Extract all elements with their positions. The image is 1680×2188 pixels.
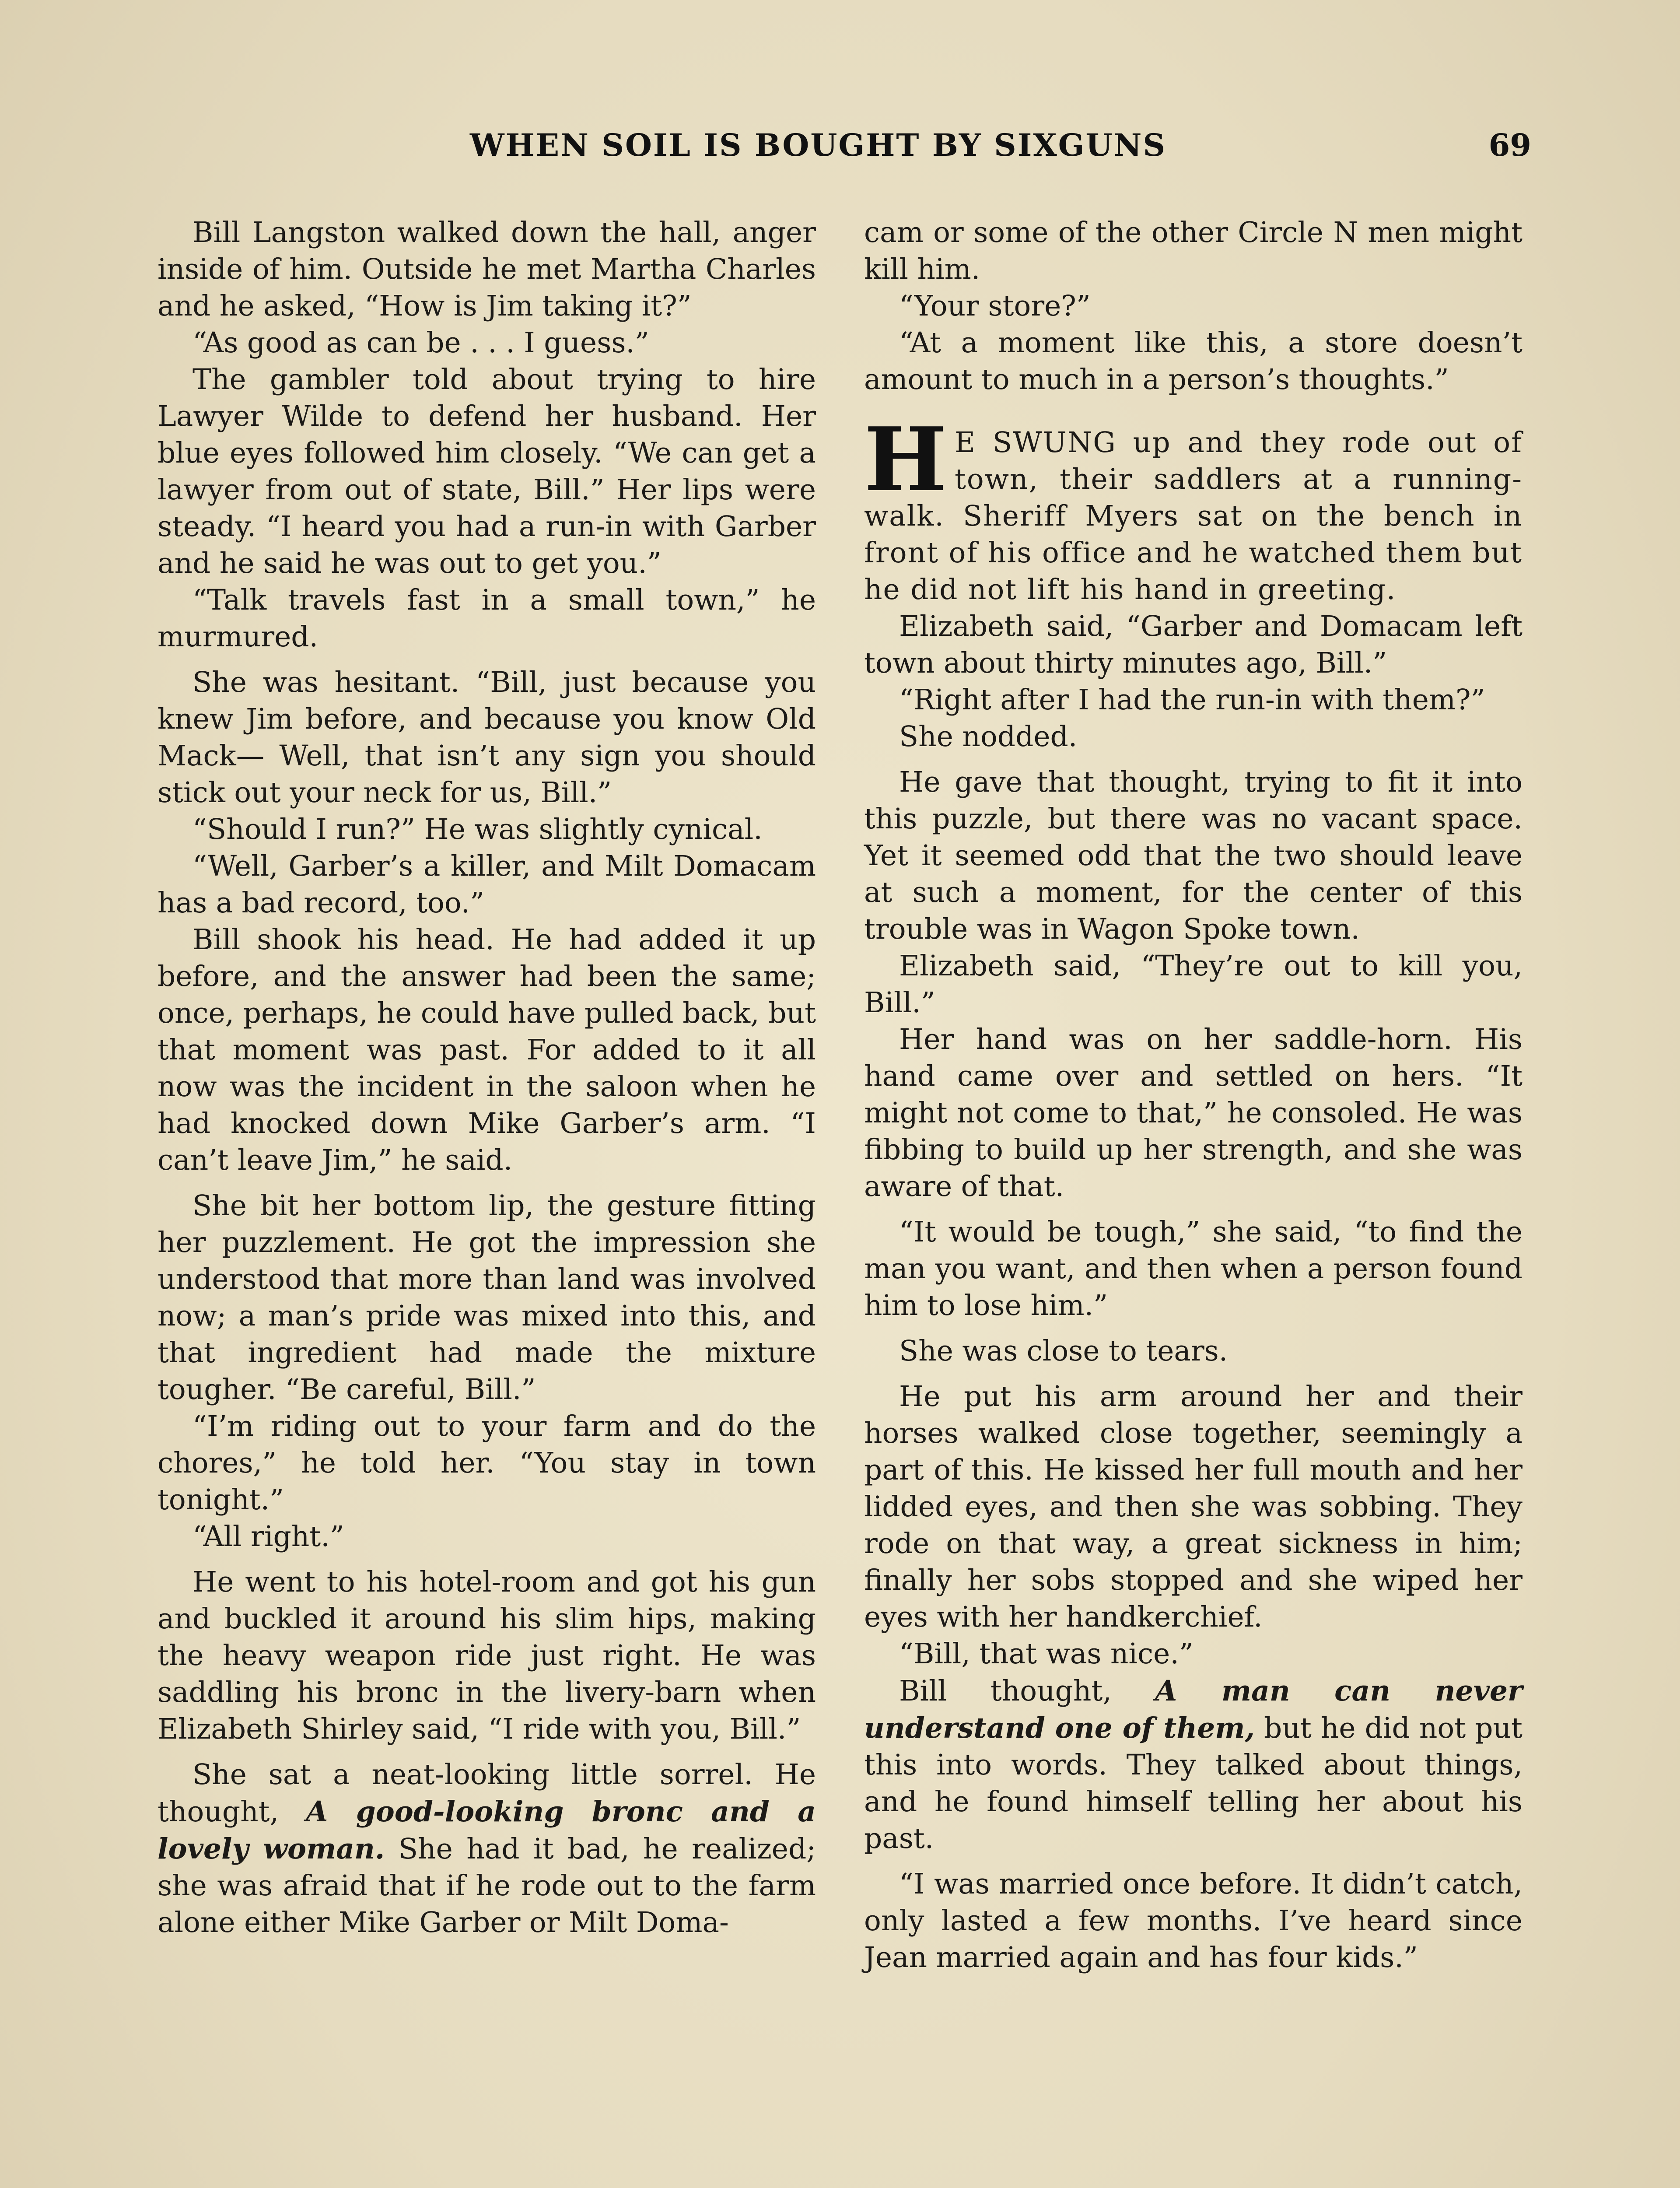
- section-opening-paragraph: [864, 408, 1522, 608]
- paragraph: “Your store?”: [899, 290, 1091, 323]
- paragraph: She was hesitant. “Bill, just because you knew Jim before, and because you know Old Mack— Well, that isn’t any sign you should stick out your neck for us, Bill.”: [158, 666, 816, 809]
- paragraph-text: She had it bad, he realized; she was afraid that if he rode out to the farm alone either Mike Garber or Milt Doma-: [158, 1833, 816, 1939]
- italic-thought: A good-looking bronc and a lovely woman.: [158, 1795, 816, 1865]
- paragraph: He went to his hotel-room and got his gun and buckled it around his slim hips, making the heavy weapon ride just right. He was saddling his bronc in the livery-barn when Elizabeth Shirley said, “I ride with you, Bill.”: [158, 1566, 816, 1746]
- page-number: 69: [1488, 127, 1531, 163]
- paragraph: “Should I run?” He was slightly cynical.: [192, 813, 763, 846]
- paragraph: “As good as can be . . . I guess.”: [192, 326, 649, 359]
- paragraph: She bit her bottom lip, the gesture fitting her puzzlement. He got the impression she understood that more than land was involved now; a man’s pride was mixed into this, and that ingredient had made the mixture tougher. “Be careful, Bill.”: [158, 1189, 816, 1406]
- paragraph: “All right.”: [192, 1520, 344, 1553]
- running-header: [158, 127, 1531, 179]
- paragraph: Elizabeth said, “They’re out to kill you, Bill.”: [864, 950, 1522, 1019]
- drop-cap: H: [864, 408, 947, 511]
- paragraph: [864, 1673, 1522, 1857]
- paragraph: “It would be tough,” she said, “to find the man you want, and then when a person found him to lose him.”: [864, 1216, 1522, 1322]
- paragraph: “Well, Garber’s a killer, and Milt Domacam has a bad record, too.”: [158, 850, 816, 919]
- paragraph: Elizabeth said, “Garber and Domacam left town about thirty minutes ago, Bill.”: [864, 610, 1522, 680]
- paragraph: Bill shook his head. He had added it up before, and the answer had been the same; once, perhaps, he could have pulled back, but that moment was past. For added to it all now was the incident in the saloon when he had knocked down Mike Garber’s arm. “I can’t leave Jim,” he said.: [158, 923, 816, 1177]
- paragraph: He gave that thought, trying to fit it into this puzzle, but there was no vacant space. Yet it seemed odd that the two should leave at such a moment, for the center of this trouble was in Wagon Spoke town.: [864, 766, 1522, 946]
- paragraph: He put his arm around her and their horses walked close together, seemingly a part of this. He kissed her full mouth and her lidded eyes, and then she was sobbing. They rode on that way, a great sickness in him; finally her sobs stopped and she wiped her eyes with her handkerchief.: [864, 1380, 1522, 1634]
- story-title: WHEN SOIL IS BOUGHT BY SIXGUNS: [469, 127, 1167, 163]
- paragraph: “At a moment like this, a store doesn’t amount to much in a person’s thoughts.”: [864, 326, 1522, 396]
- left-column: [158, 214, 816, 2188]
- paragraph: She nodded.: [899, 720, 1078, 753]
- paragraph: She was close to tears.: [899, 1335, 1228, 1368]
- paragraph-text: E SWUNG up and they rode out of town, their saddlers at a running-walk. Sheriff Myers sat on the bench in front of his office and he watched them but he did not lift his hand in greeting.: [864, 426, 1522, 606]
- paragraph: “I’m riding out to your farm and do the chores,” he told her. “You stay in town tonight.”: [158, 1410, 816, 1516]
- paragraph: Bill Langston walked down the hall, anger inside of him. Outside he met Martha Charles and he asked, “How is Jim taking it?”: [158, 216, 816, 323]
- paragraph: “Right after I had the run-in with them?”: [899, 684, 1485, 716]
- paragraph: The gambler told about trying to hire Lawyer Wilde to defend her husband. Her blue eyes followed him closely. “We can get a lawyer from out of state, Bill.” Her lips were steady. “I heard you had a run-in with Garber and he said he was out to get you.”: [158, 363, 816, 580]
- paragraph: cam or some of the other Circle N men might kill him.: [864, 216, 1522, 286]
- paragraph-text: but he did not put this into words. They talked about things, and he found himself telling her about his past.: [864, 1712, 1522, 1855]
- right-column: [864, 214, 1522, 2188]
- paragraph: [158, 1757, 816, 1941]
- paragraph: Her hand was on her saddle-horn. His hand came over and settled on hers. “It might not come to that,” he consoled. He was fibbing to build up her strength, and she was aware of that.: [864, 1023, 1522, 1203]
- paragraph-text: Bill thought,: [899, 1675, 1112, 1708]
- paragraph: “Bill, that was nice.”: [899, 1637, 1194, 1670]
- paragraph: “Talk travels fast in a small town,” he murmured.: [158, 584, 816, 653]
- paragraph-text: She sat a neat-looking little sorrel. He thought,: [158, 1758, 816, 1828]
- paragraph: “I was married once before. It didn’t catch, only lasted a few months. I’ve heard since Jean married again and has four kids.”: [864, 1868, 1522, 1974]
- italic-thought: A man can never understand one of them,: [864, 1674, 1522, 1745]
